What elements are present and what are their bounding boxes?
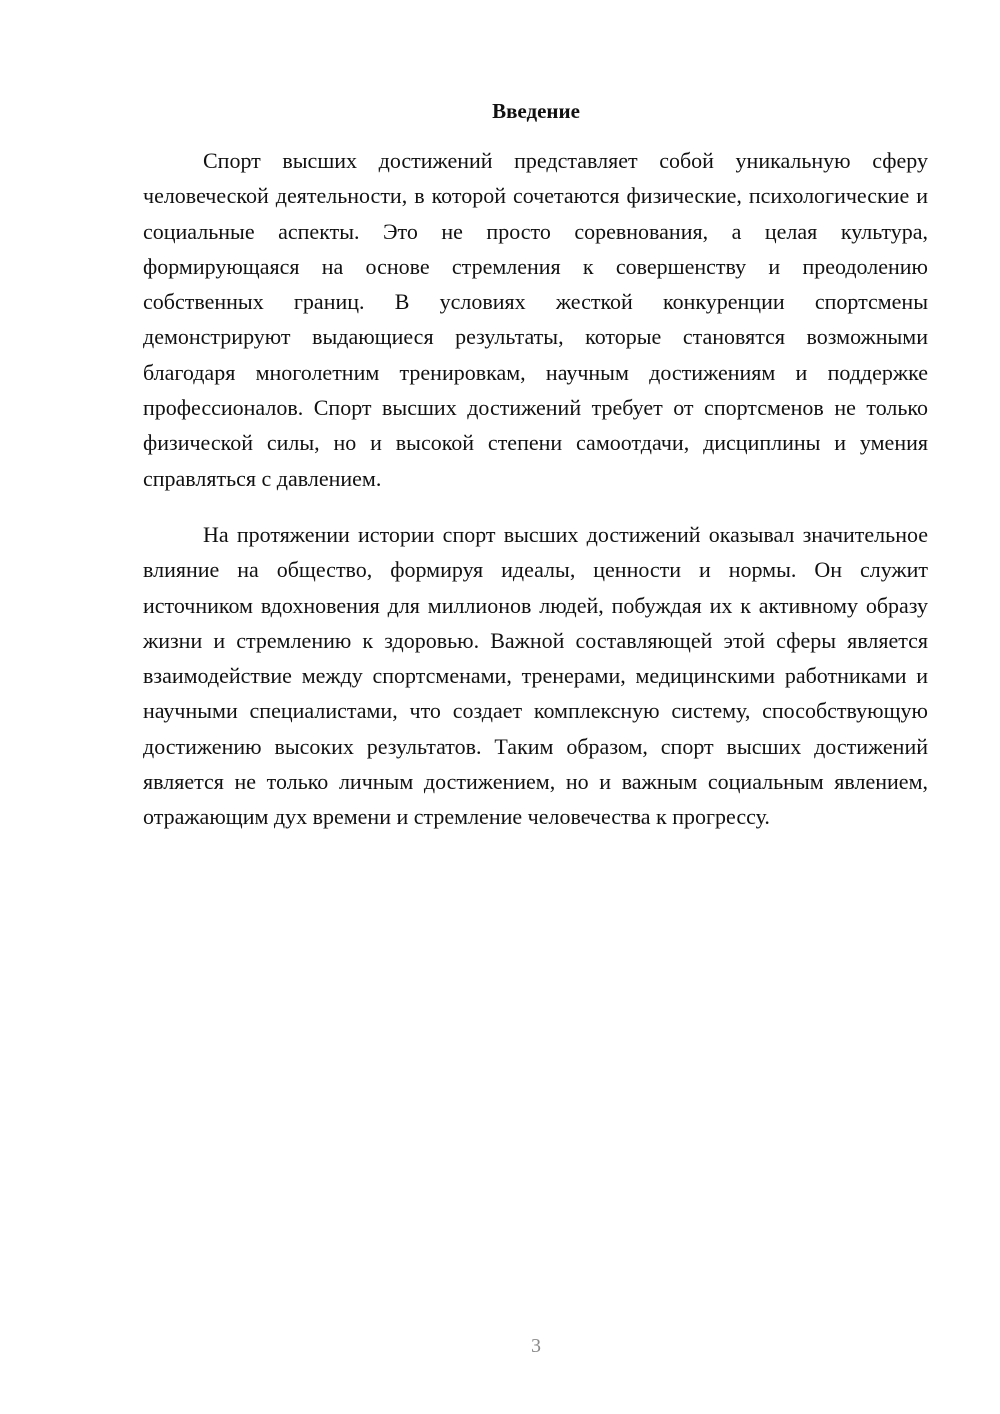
paragraph-2: На протяжении истории спорт высших достижений оказывал значительное влияние на общество, формируя идеалы, ценности и нормы. Он служит источником вдохновения для миллионов людей, побуждая их к активному образу жизни и стремлению к здоровью. Важной составляющей этой сферы является взаимодействие между спортсменами, тренерами, медицинскими работниками и научными специалистами, что создает комплексную систему, способствующую достижению высоких результатов. Таким образом, спорт высших достижений является не только личным достижением, но и важным социальным явлением, отражающим дух времени и стремление человечества к прогрессу. (143, 522, 928, 830)
page-number: 3 (531, 1335, 541, 1357)
paragraph-1: Спорт высших достижений представляет собой уникальную сферу человеческой деятельности, в которой сочетаются физические, психологические и социальные аспекты. Это не просто соревнования, а целая культура, формирующаяся на основе стремления к совершенству и преодолению собственных границ. В условиях жесткой конкуренции спортсмены демонстрируют выдающиеся результаты, которые становятся возможными благодаря многолетним тренировкам, научным достижениям и поддержке профессионалов. Спорт высших достижений требует от спортсменов не только физической силы, но и высокой степени самоотдачи, дисциплины и умения справляться с давлением. (143, 148, 928, 491)
section-title: Введение (492, 99, 580, 123)
